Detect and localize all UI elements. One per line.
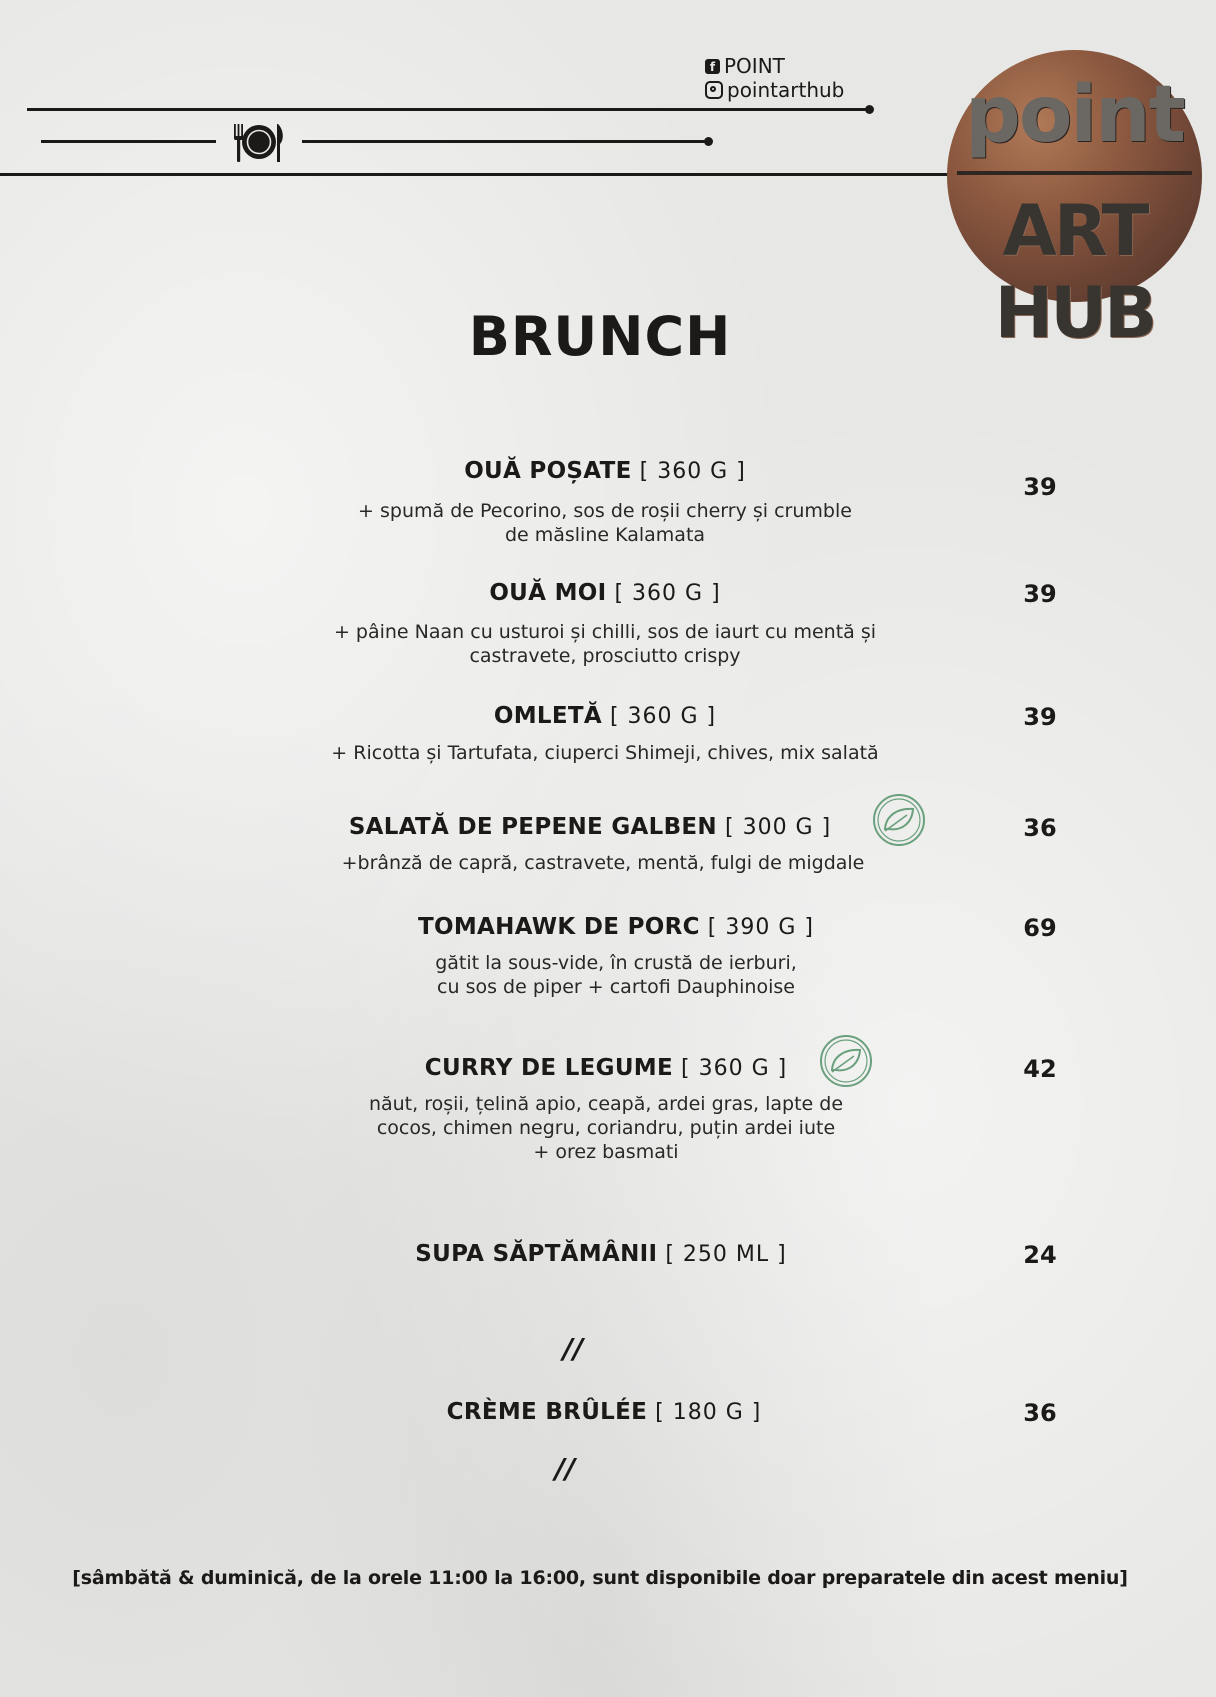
- item-price: 36: [1023, 814, 1057, 842]
- item-description-line: +brânză de capră, castravete, mentă, fulgi de migdale: [341, 852, 865, 874]
- item-weight: [ 360 G ]: [614, 581, 721, 606]
- item-weight: [ 300 G ]: [725, 815, 832, 840]
- item-weight: [ 390 G ]: [707, 915, 814, 940]
- item-weight: [ 360 G ]: [681, 1056, 788, 1081]
- item-weight: [ 360 G ]: [609, 704, 717, 729]
- item-description-line: + Ricotta și Tartufata, ciuperci Shimeji, chives, mix salată: [331, 742, 879, 764]
- separator: //: [554, 1452, 576, 1485]
- separator: //: [562, 1332, 584, 1365]
- item-description-line: gătit la sous-vide, în crustă de ierburi,: [435, 952, 797, 974]
- instagram-icon: [705, 81, 723, 99]
- item-description-line: cocos, chimen negru, coriandru, puțin ardei iute: [376, 1117, 836, 1139]
- leaf-icon: [872, 793, 926, 847]
- item-description: [5, 499, 1205, 547]
- item-description-line: năut, roșii, țelină apio, ceapă, ardei gras, lapte de: [368, 1093, 844, 1115]
- item-name: SALATĂ DE PEPENE GALBEN: [348, 814, 717, 840]
- item-weight: [ 250 ML ]: [665, 1242, 787, 1267]
- item-name: SUPA SĂPTĂMÂNII: [415, 1241, 658, 1267]
- leaf-icon: [819, 1034, 873, 1088]
- item-description-line: + pâine Naan cu usturoi și chilli, sos de iaurt cu mentă și: [333, 621, 877, 643]
- item-weight: [ 360 G ]: [639, 459, 746, 484]
- item-name: OUĂ POȘATE: [464, 458, 632, 484]
- item-description-line: + spumă de Pecorino, sos de roșii cherry și crumble: [358, 500, 852, 522]
- item-name: OMLETĂ: [493, 703, 602, 729]
- item-price: 39: [1023, 580, 1057, 608]
- item-price: 42: [1023, 1055, 1057, 1083]
- item-weight: [ 180 G ]: [655, 1400, 762, 1425]
- item-name: OUĂ MOI: [489, 580, 607, 606]
- header-line-middle-dot: [704, 137, 713, 146]
- point-art-hub-logo: [947, 50, 1202, 354]
- header-line-top: [27, 108, 869, 111]
- item-price: 39: [1023, 703, 1057, 731]
- logo-top-text: point: [965, 70, 1184, 160]
- header-line-middle-left: [41, 140, 216, 143]
- facebook-label: POINT: [724, 54, 785, 78]
- item-name: CURRY DE LEGUME: [424, 1055, 674, 1081]
- instagram-link[interactable]: [705, 78, 844, 102]
- plate-cutlery-icon: [230, 120, 288, 164]
- item-price: 69: [1023, 914, 1057, 942]
- header-line-middle-right: [302, 140, 707, 143]
- item-description: [5, 741, 1205, 765]
- page-title: BRUNCH: [468, 305, 732, 368]
- logo-divider: [957, 171, 1192, 175]
- header-line-bottom: [0, 173, 960, 176]
- item-description: [16, 951, 1216, 999]
- item-price: 36: [1023, 1399, 1057, 1427]
- item-description-line: castravete, prosciutto crispy: [469, 645, 741, 667]
- logo-bottom-text: ART HUB: [994, 190, 1155, 354]
- item-price: 39: [1023, 473, 1057, 501]
- item-description: [5, 620, 1205, 668]
- item-name: TOMAHAWK DE PORC: [418, 914, 700, 940]
- item-description: [3, 851, 1203, 875]
- footer-note: [sâmbătă & duminică, de la orele 11:00 la 16:00, sunt disponibile doar preparatele din acest meniu]: [72, 1567, 1128, 1589]
- item-description-line: + orez basmati: [533, 1141, 679, 1163]
- facebook-icon: f: [705, 59, 720, 74]
- item-description-line: de măsline Kalamata: [504, 524, 706, 546]
- item-description-line: cu sos de piper + cartofi Dauphinoise: [437, 976, 795, 998]
- header-line-top-dot: [865, 105, 874, 114]
- facebook-link[interactable]: [705, 54, 785, 78]
- item-description: [6, 1092, 1206, 1164]
- item-price: 24: [1023, 1241, 1057, 1269]
- item-name: CRÈME BRÛLÉE: [446, 1399, 648, 1425]
- instagram-label: pointarthub: [727, 78, 845, 102]
